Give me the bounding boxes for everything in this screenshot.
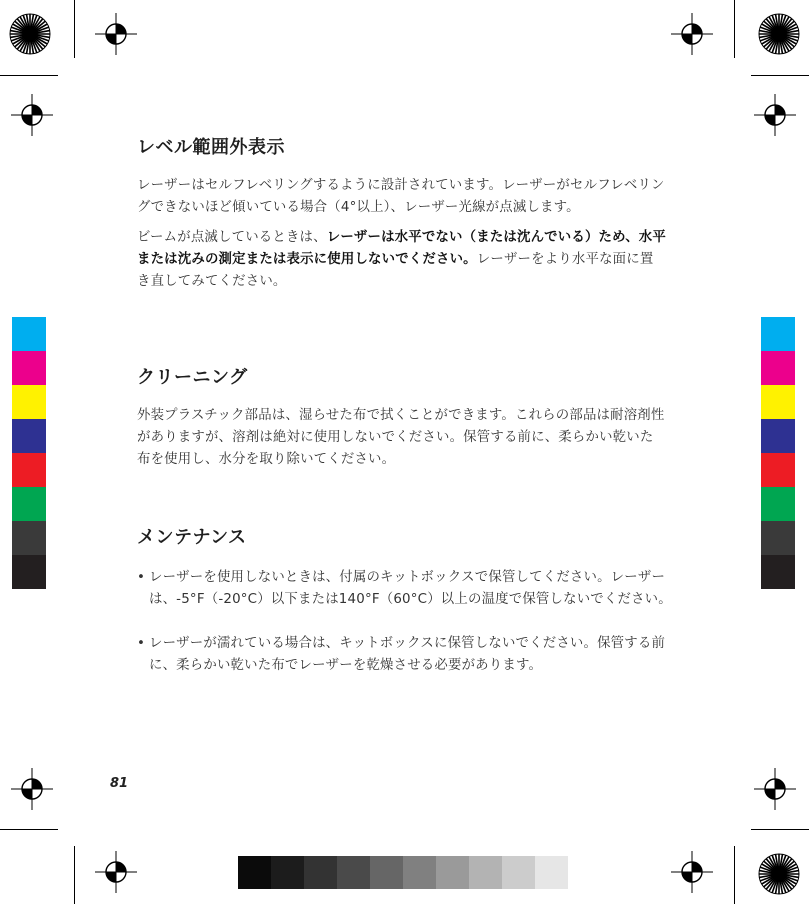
color-swatch [761, 555, 795, 589]
registration-mark-icon [670, 850, 714, 894]
color-swatch [12, 419, 46, 453]
color-swatch [761, 521, 795, 555]
color-swatch [12, 317, 46, 351]
color-swatch [761, 317, 795, 351]
crop-mark [751, 829, 809, 830]
section-title: レベル範囲外表示 [137, 137, 285, 158]
gray-swatch [436, 856, 469, 889]
crop-mark [734, 0, 735, 58]
registration-mark-icon [753, 767, 797, 811]
bullet-icon: • [137, 636, 146, 651]
paragraph-warning [137, 227, 667, 293]
crop-mark [74, 846, 75, 904]
color-swatch [12, 521, 46, 555]
paragraph: 外装プラスチック部品は、湿らせた布で拭くことができます。これらの部品は耐溶剤性がありますが、溶剤は絶対に使用しないでください。保管する前に、柔らかい乾いた布を使用し、水分を取り除いてください。 [137, 408, 665, 467]
registration-mark-icon [670, 12, 714, 56]
crop-mark [734, 846, 735, 904]
paragraph-text: レーザーをより水平な面に置き直してみてください。 [137, 252, 654, 289]
list-item-text: レーザーを使用しないときは、付属のキットボックスで保管してください。レーザーは、-5°F（-20°C）以下または140°F（60°C）以上の温度で保管しないでください。 [149, 570, 672, 607]
paragraph-text: ビームが点滅しているときは、 [137, 230, 327, 245]
gray-swatch [502, 856, 535, 889]
registration-mark-icon [753, 93, 797, 137]
gray-swatch [403, 856, 436, 889]
section-cleaning [137, 367, 667, 471]
color-swatch [12, 487, 46, 521]
gray-swatch [337, 856, 370, 889]
page-number: 81 [110, 776, 129, 791]
color-swatch [761, 487, 795, 521]
section-title: クリーニング [137, 367, 248, 388]
crop-mark [74, 0, 75, 58]
registration-mark-icon [10, 93, 54, 137]
crop-mark [751, 75, 809, 76]
starburst-icon [8, 12, 52, 56]
registration-mark-icon [10, 767, 54, 811]
gray-swatch [304, 856, 337, 889]
color-swatch [12, 453, 46, 487]
registration-mark-icon [94, 12, 138, 56]
section-level-out-of-range [137, 137, 667, 293]
color-swatch [761, 351, 795, 385]
registration-mark-icon [94, 850, 138, 894]
color-swatch [12, 385, 46, 419]
gray-swatch [271, 856, 304, 889]
bullet-icon: • [137, 570, 146, 585]
starburst-icon [757, 852, 801, 896]
section-maintenance [137, 527, 667, 549]
list-item-text: レーザーが濡れている場合は、キットボックスに保管しないでください。保管する前に、柔らかい乾いた布でレーザーを乾燥させる必要があります。 [149, 636, 666, 673]
color-swatch [761, 385, 795, 419]
gray-swatch [238, 856, 271, 889]
list-item [137, 633, 684, 677]
section-title: メンテナンス [137, 527, 247, 548]
color-swatch [761, 419, 795, 453]
color-swatch [12, 555, 46, 589]
list-item [137, 567, 684, 611]
gray-swatch [370, 856, 403, 889]
paragraph: レーザーはセルフレベリングするように設計されています。レーザーがセルフレベリングできないほど傾いている場合（4°以上）、レーザー光線が点滅します。 [137, 178, 665, 215]
crop-mark [0, 75, 58, 76]
starburst-icon [757, 12, 801, 56]
gray-swatch [469, 856, 502, 889]
paragraph-bold-warning: レーザーは水平でない（または沈んでいる）ため、水平または沈みの測定または表示に使用しないでください。 [137, 230, 666, 267]
color-swatch [12, 351, 46, 385]
gray-swatch [535, 856, 568, 889]
crop-mark [0, 829, 58, 830]
color-swatch [761, 453, 795, 487]
